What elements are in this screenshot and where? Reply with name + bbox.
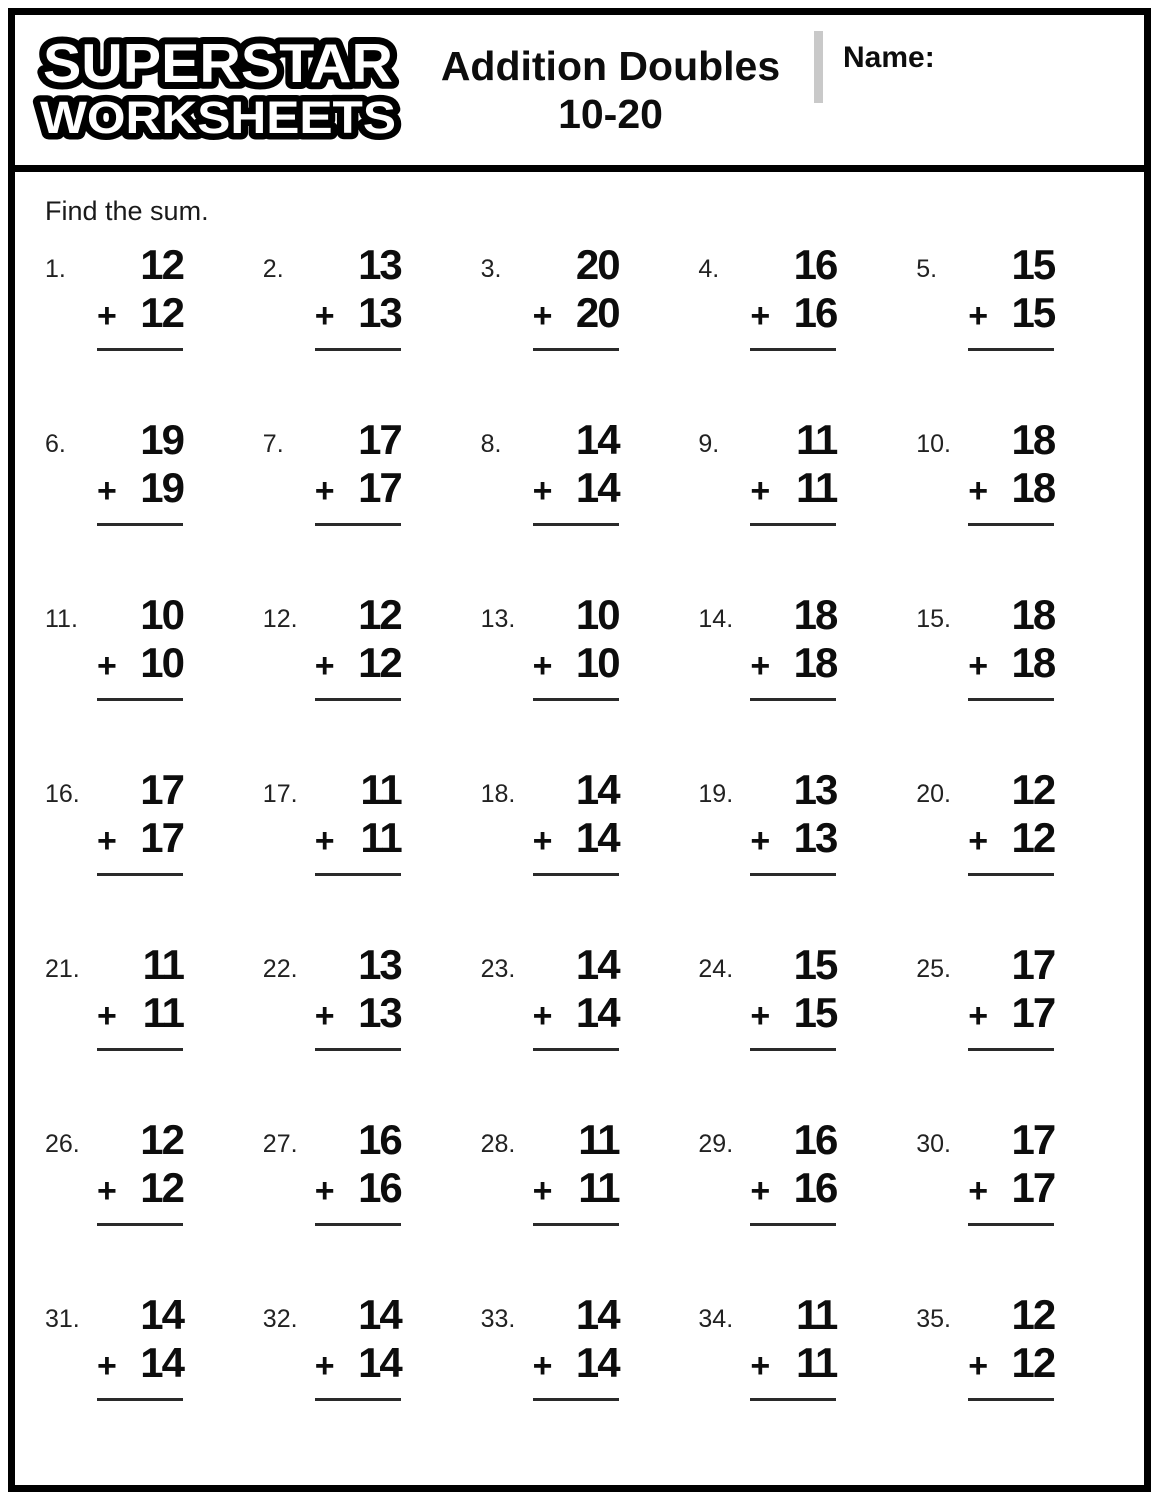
problem-number: 25. bbox=[916, 955, 951, 983]
bottom-addend: 12 bbox=[140, 289, 183, 337]
problem-number: 2. bbox=[262, 255, 284, 283]
top-addend: 13 bbox=[793, 766, 837, 813]
bottom-addend: 16 bbox=[358, 1164, 401, 1212]
bottom-row bbox=[968, 991, 1054, 1035]
answer-line[interactable] bbox=[968, 1222, 1054, 1226]
bottom-addend: 15 bbox=[793, 989, 837, 1037]
problem-number: 3. bbox=[480, 255, 502, 283]
addition-problem bbox=[35, 593, 253, 768]
bottom-row bbox=[533, 991, 619, 1035]
problem-number: 23. bbox=[480, 955, 516, 983]
bottom-row bbox=[97, 291, 183, 335]
addition-problem bbox=[35, 943, 253, 1118]
bottom-addend: 17 bbox=[358, 464, 401, 512]
top-addend: 11 bbox=[142, 941, 183, 988]
problem-body bbox=[533, 593, 619, 701]
problem-number: 32. bbox=[262, 1305, 298, 1333]
problem-number: 18. bbox=[480, 780, 516, 808]
answer-line[interactable] bbox=[97, 872, 183, 876]
top-addend: 14 bbox=[575, 941, 619, 988]
bottom-row bbox=[968, 1341, 1054, 1385]
problem-body bbox=[315, 768, 401, 876]
addition-problem bbox=[688, 243, 906, 418]
problem-body bbox=[750, 1118, 836, 1226]
plus-sign: + bbox=[532, 297, 553, 336]
logo-line2: WORKSHEETS bbox=[40, 92, 396, 143]
answer-line[interactable] bbox=[97, 522, 183, 526]
bottom-row bbox=[750, 291, 836, 335]
problem-body bbox=[315, 1293, 401, 1401]
title-line1: Addition Doubles bbox=[440, 42, 781, 89]
addition-problem bbox=[253, 1118, 471, 1293]
problem-number: 34. bbox=[698, 1305, 734, 1333]
top-addend: 18 bbox=[1011, 591, 1055, 638]
answer-line[interactable] bbox=[97, 1222, 183, 1226]
bottom-row bbox=[315, 816, 401, 860]
problem-number: 26. bbox=[45, 1130, 80, 1158]
addition-problem bbox=[253, 418, 471, 593]
bottom-addend: 14 bbox=[575, 1339, 619, 1387]
answer-line[interactable] bbox=[315, 522, 401, 526]
problem-body bbox=[750, 418, 836, 526]
plus-sign: + bbox=[314, 997, 335, 1036]
answer-line[interactable] bbox=[315, 1222, 401, 1226]
plus-sign: + bbox=[968, 472, 989, 511]
problem-body bbox=[968, 243, 1054, 351]
problem-body bbox=[968, 1118, 1054, 1226]
answer-line[interactable] bbox=[750, 697, 836, 701]
bottom-addend: 18 bbox=[1011, 464, 1055, 512]
bottom-addend: 10 bbox=[140, 639, 183, 687]
bottom-addend: 10 bbox=[575, 639, 619, 687]
problem-number: 7. bbox=[262, 430, 284, 458]
plus-sign: + bbox=[314, 297, 335, 336]
bottom-row bbox=[533, 291, 619, 335]
plus-sign: + bbox=[968, 997, 989, 1036]
problem-number: 30. bbox=[916, 1130, 951, 1158]
problem-number: 9. bbox=[698, 430, 720, 458]
answer-line[interactable] bbox=[968, 347, 1054, 351]
plus-sign: + bbox=[968, 297, 989, 336]
addition-problem bbox=[35, 243, 253, 418]
name-divider-bar bbox=[814, 31, 823, 103]
answer-line[interactable] bbox=[533, 522, 619, 526]
top-addend: 11 bbox=[795, 416, 837, 463]
plus-sign: + bbox=[97, 647, 117, 686]
top-addend: 16 bbox=[793, 1116, 837, 1163]
answer-line[interactable] bbox=[968, 872, 1054, 876]
problem-body bbox=[533, 1293, 619, 1401]
bottom-row bbox=[533, 641, 619, 685]
bottom-addend: 15 bbox=[1011, 289, 1055, 337]
problem-number: 15. bbox=[916, 605, 951, 633]
name-section bbox=[814, 15, 1144, 165]
bottom-row bbox=[533, 816, 619, 860]
name-label: Name: bbox=[843, 41, 935, 74]
problem-body bbox=[533, 418, 619, 526]
problem-body bbox=[97, 1118, 183, 1226]
answer-line[interactable] bbox=[533, 697, 619, 701]
plus-sign: + bbox=[532, 472, 553, 511]
answer-line[interactable] bbox=[968, 522, 1054, 526]
bottom-addend: 16 bbox=[793, 289, 837, 337]
top-addend: 14 bbox=[575, 1291, 619, 1338]
problem-number: 31. bbox=[45, 1305, 80, 1333]
answer-line[interactable] bbox=[533, 1222, 619, 1226]
answer-line[interactable] bbox=[315, 347, 401, 351]
bottom-row bbox=[968, 466, 1054, 510]
plus-sign: + bbox=[532, 997, 553, 1036]
problem-number: 8. bbox=[480, 430, 502, 458]
instructions-text: Find the sum. bbox=[45, 196, 209, 226]
top-addend: 13 bbox=[358, 241, 401, 288]
top-addend: 12 bbox=[358, 591, 401, 638]
top-addend: 11 bbox=[795, 1291, 837, 1338]
top-addend: 16 bbox=[793, 241, 837, 288]
problem-body bbox=[315, 943, 401, 1051]
bottom-addend: 13 bbox=[793, 814, 837, 862]
problem-body bbox=[97, 1293, 183, 1401]
problems-section bbox=[8, 165, 1151, 1492]
plus-sign: + bbox=[750, 997, 771, 1036]
addition-problem bbox=[35, 1293, 253, 1468]
top-addend: 15 bbox=[1011, 241, 1055, 288]
top-addend: 13 bbox=[358, 941, 401, 988]
bottom-row bbox=[97, 1166, 183, 1210]
bottom-addend: 14 bbox=[358, 1339, 401, 1387]
addition-problem bbox=[35, 1118, 253, 1293]
answer-line[interactable] bbox=[315, 697, 401, 701]
addition-problem bbox=[471, 243, 689, 418]
problem-body bbox=[750, 1293, 836, 1401]
bottom-row bbox=[533, 466, 619, 510]
addition-problem bbox=[35, 418, 253, 593]
bottom-row bbox=[97, 466, 183, 510]
problem-number: 6. bbox=[45, 430, 66, 458]
bottom-addend: 11 bbox=[795, 1339, 837, 1387]
problem-body bbox=[533, 943, 619, 1051]
addition-problem bbox=[906, 593, 1124, 768]
logo-line1: SUPERSTAR bbox=[43, 32, 393, 94]
top-addend: 15 bbox=[793, 941, 837, 988]
addition-problem bbox=[688, 418, 906, 593]
title-line2: 10-20 bbox=[558, 91, 663, 137]
plus-sign: + bbox=[532, 822, 553, 861]
plus-sign: + bbox=[314, 472, 335, 511]
problem-body bbox=[968, 1293, 1054, 1401]
problems-grid bbox=[35, 243, 1124, 1468]
answer-line[interactable] bbox=[533, 1047, 619, 1051]
plus-sign: + bbox=[750, 1172, 771, 1211]
bottom-addend: 11 bbox=[142, 989, 183, 1037]
answer-line[interactable] bbox=[750, 1047, 836, 1051]
problem-number: 21. bbox=[45, 955, 80, 983]
top-addend: 17 bbox=[358, 416, 401, 463]
addition-problem bbox=[253, 243, 471, 418]
bottom-row bbox=[533, 1166, 619, 1210]
bottom-row bbox=[750, 991, 836, 1035]
plus-sign: + bbox=[532, 1347, 553, 1386]
bottom-addend: 12 bbox=[140, 1164, 183, 1212]
bottom-addend: 17 bbox=[140, 814, 183, 862]
problem-number: 13. bbox=[480, 605, 516, 633]
top-addend: 12 bbox=[140, 1116, 183, 1163]
problem-body bbox=[315, 1118, 401, 1226]
problem-body bbox=[533, 1118, 619, 1226]
problem-number: 19. bbox=[698, 780, 734, 808]
problem-number: 12. bbox=[262, 605, 298, 633]
plus-sign: + bbox=[97, 297, 117, 336]
bottom-row bbox=[968, 291, 1054, 335]
bottom-addend: 12 bbox=[358, 639, 401, 687]
bottom-addend: 11 bbox=[795, 464, 837, 512]
bottom-row bbox=[315, 291, 401, 335]
worksheet-title bbox=[407, 42, 814, 139]
addition-problem bbox=[471, 418, 689, 593]
addition-problem bbox=[471, 1118, 689, 1293]
problem-body bbox=[968, 943, 1054, 1051]
top-addend: 17 bbox=[1011, 1116, 1055, 1163]
plus-sign: + bbox=[968, 822, 989, 861]
addition-problem bbox=[906, 1118, 1124, 1293]
addition-problem bbox=[688, 768, 906, 943]
problem-body bbox=[750, 943, 836, 1051]
problem-body bbox=[315, 593, 401, 701]
addition-problem bbox=[35, 768, 253, 943]
bottom-row bbox=[315, 991, 401, 1035]
bottom-addend: 14 bbox=[575, 814, 619, 862]
bottom-addend: 16 bbox=[793, 1164, 837, 1212]
bottom-row bbox=[968, 816, 1054, 860]
addition-problem bbox=[253, 768, 471, 943]
bottom-addend: 11 bbox=[360, 814, 401, 862]
top-addend: 14 bbox=[140, 1291, 183, 1338]
problem-number: 14. bbox=[698, 605, 734, 633]
plus-sign: + bbox=[968, 1172, 989, 1211]
problem-number: 1. bbox=[45, 255, 66, 283]
bottom-row bbox=[97, 816, 183, 860]
bottom-row bbox=[97, 1341, 183, 1385]
plus-sign: + bbox=[97, 997, 117, 1036]
problem-number: 33. bbox=[480, 1305, 516, 1333]
worksheet-header bbox=[8, 8, 1151, 172]
addition-problem bbox=[688, 1293, 906, 1468]
plus-sign: + bbox=[97, 472, 117, 511]
plus-sign: + bbox=[97, 1347, 117, 1386]
answer-line[interactable] bbox=[315, 1047, 401, 1051]
addition-problem bbox=[471, 943, 689, 1118]
plus-sign: + bbox=[750, 297, 771, 336]
answer-line[interactable] bbox=[968, 1047, 1054, 1051]
problem-number: 10. bbox=[916, 430, 951, 458]
problem-body bbox=[968, 418, 1054, 526]
top-addend: 20 bbox=[575, 241, 619, 288]
addition-problem bbox=[688, 943, 906, 1118]
plus-sign: + bbox=[750, 647, 771, 686]
answer-line[interactable] bbox=[315, 872, 401, 876]
bottom-addend: 13 bbox=[358, 289, 401, 337]
problem-body bbox=[97, 768, 183, 876]
problem-body bbox=[750, 243, 836, 351]
problem-number: 24. bbox=[698, 955, 734, 983]
bottom-addend: 20 bbox=[575, 289, 619, 337]
bottom-row bbox=[750, 1341, 836, 1385]
plus-sign: + bbox=[750, 1347, 771, 1386]
bottom-row bbox=[750, 1166, 836, 1210]
plus-sign: + bbox=[314, 647, 335, 686]
answer-line[interactable] bbox=[97, 697, 183, 701]
problem-number: 5. bbox=[916, 255, 938, 283]
bottom-addend: 17 bbox=[1011, 989, 1055, 1037]
problem-number: 20. bbox=[916, 780, 951, 808]
answer-line[interactable] bbox=[968, 697, 1054, 701]
top-addend: 12 bbox=[1011, 766, 1055, 813]
problem-body bbox=[750, 593, 836, 701]
problem-body bbox=[97, 243, 183, 351]
problem-body bbox=[533, 768, 619, 876]
addition-problem bbox=[688, 1118, 906, 1293]
bottom-addend: 14 bbox=[575, 464, 619, 512]
top-addend: 18 bbox=[793, 591, 837, 638]
addition-problem bbox=[906, 243, 1124, 418]
bottom-addend: 14 bbox=[575, 989, 619, 1037]
top-addend: 17 bbox=[140, 766, 183, 813]
addition-problem bbox=[253, 1293, 471, 1468]
answer-line[interactable] bbox=[750, 1222, 836, 1226]
top-addend: 17 bbox=[1011, 941, 1055, 988]
plus-sign: + bbox=[314, 1172, 335, 1211]
top-addend: 14 bbox=[358, 1291, 401, 1338]
logo-graphic bbox=[29, 29, 407, 151]
top-addend: 18 bbox=[1011, 416, 1055, 463]
bottom-row bbox=[750, 466, 836, 510]
problem-number: 4. bbox=[698, 255, 720, 283]
answer-line[interactable] bbox=[750, 1397, 836, 1401]
top-addend: 12 bbox=[1011, 1291, 1055, 1338]
plus-sign: + bbox=[750, 822, 771, 861]
addition-problem bbox=[253, 943, 471, 1118]
plus-sign: + bbox=[532, 1172, 553, 1211]
bottom-row bbox=[315, 1341, 401, 1385]
answer-line[interactable] bbox=[533, 872, 619, 876]
bottom-row bbox=[968, 641, 1054, 685]
addition-problem bbox=[471, 1293, 689, 1468]
plus-sign: + bbox=[314, 1347, 335, 1386]
addition-problem bbox=[688, 593, 906, 768]
problem-number: 11. bbox=[45, 605, 78, 633]
bottom-row bbox=[315, 641, 401, 685]
bottom-addend: 12 bbox=[1011, 1339, 1055, 1387]
bottom-row bbox=[750, 641, 836, 685]
top-addend: 11 bbox=[578, 1116, 619, 1163]
answer-line[interactable] bbox=[750, 872, 836, 876]
answer-line[interactable] bbox=[750, 347, 836, 351]
bottom-addend: 17 bbox=[1011, 1164, 1055, 1212]
bottom-row bbox=[968, 1166, 1054, 1210]
plus-sign: + bbox=[97, 1172, 117, 1211]
bottom-row bbox=[533, 1341, 619, 1385]
problem-number: 29. bbox=[698, 1130, 734, 1158]
problem-body bbox=[968, 593, 1054, 701]
top-addend: 14 bbox=[575, 416, 619, 463]
bottom-row bbox=[97, 641, 183, 685]
problem-body bbox=[750, 768, 836, 876]
problem-number: 22. bbox=[262, 955, 298, 983]
addition-problem bbox=[471, 768, 689, 943]
answer-line[interactable] bbox=[968, 1397, 1054, 1401]
top-addend: 12 bbox=[140, 241, 183, 288]
addition-problem bbox=[906, 418, 1124, 593]
answer-line[interactable] bbox=[315, 1397, 401, 1401]
bottom-addend: 14 bbox=[140, 1339, 183, 1387]
problem-number: 16. bbox=[45, 780, 80, 808]
problem-body bbox=[97, 593, 183, 701]
answer-line[interactable] bbox=[533, 1397, 619, 1401]
top-addend: 16 bbox=[358, 1116, 401, 1163]
plus-sign: + bbox=[968, 647, 989, 686]
bottom-addend: 19 bbox=[140, 464, 183, 512]
problem-number: 35. bbox=[916, 1305, 951, 1333]
answer-line[interactable] bbox=[750, 522, 836, 526]
addition-problem bbox=[906, 768, 1124, 943]
addition-problem bbox=[253, 593, 471, 768]
superstar-worksheets-logo bbox=[29, 29, 407, 151]
bottom-addend: 18 bbox=[1011, 639, 1055, 687]
bottom-row bbox=[750, 816, 836, 860]
problem-number: 17. bbox=[262, 780, 298, 808]
bottom-row bbox=[315, 466, 401, 510]
top-addend: 10 bbox=[575, 591, 619, 638]
plus-sign: + bbox=[750, 472, 771, 511]
answer-line[interactable] bbox=[97, 347, 183, 351]
problem-number: 28. bbox=[480, 1130, 516, 1158]
problem-body bbox=[968, 768, 1054, 876]
bottom-addend: 12 bbox=[1011, 814, 1055, 862]
problem-body bbox=[315, 418, 401, 526]
top-addend: 11 bbox=[360, 766, 401, 813]
name-field[interactable] bbox=[935, 31, 1144, 91]
problem-body bbox=[97, 943, 183, 1051]
top-addend: 10 bbox=[140, 591, 183, 638]
problem-body bbox=[97, 418, 183, 526]
bottom-row bbox=[97, 991, 183, 1035]
answer-line[interactable] bbox=[97, 1047, 183, 1051]
top-addend: 19 bbox=[140, 416, 183, 463]
bottom-row bbox=[315, 1166, 401, 1210]
problem-body bbox=[315, 243, 401, 351]
plus-sign: + bbox=[532, 647, 553, 686]
addition-problem bbox=[471, 593, 689, 768]
problem-number: 27. bbox=[262, 1130, 298, 1158]
bottom-addend: 11 bbox=[578, 1164, 619, 1212]
answer-line[interactable] bbox=[533, 347, 619, 351]
bottom-addend: 13 bbox=[358, 989, 401, 1037]
plus-sign: + bbox=[314, 822, 335, 861]
addition-problem bbox=[906, 943, 1124, 1118]
answer-line[interactable] bbox=[97, 1397, 183, 1401]
top-addend: 14 bbox=[575, 766, 619, 813]
plus-sign: + bbox=[968, 1347, 989, 1386]
bottom-addend: 18 bbox=[793, 639, 837, 687]
plus-sign: + bbox=[97, 822, 117, 861]
addition-problem bbox=[906, 1293, 1124, 1468]
problem-body bbox=[533, 243, 619, 351]
